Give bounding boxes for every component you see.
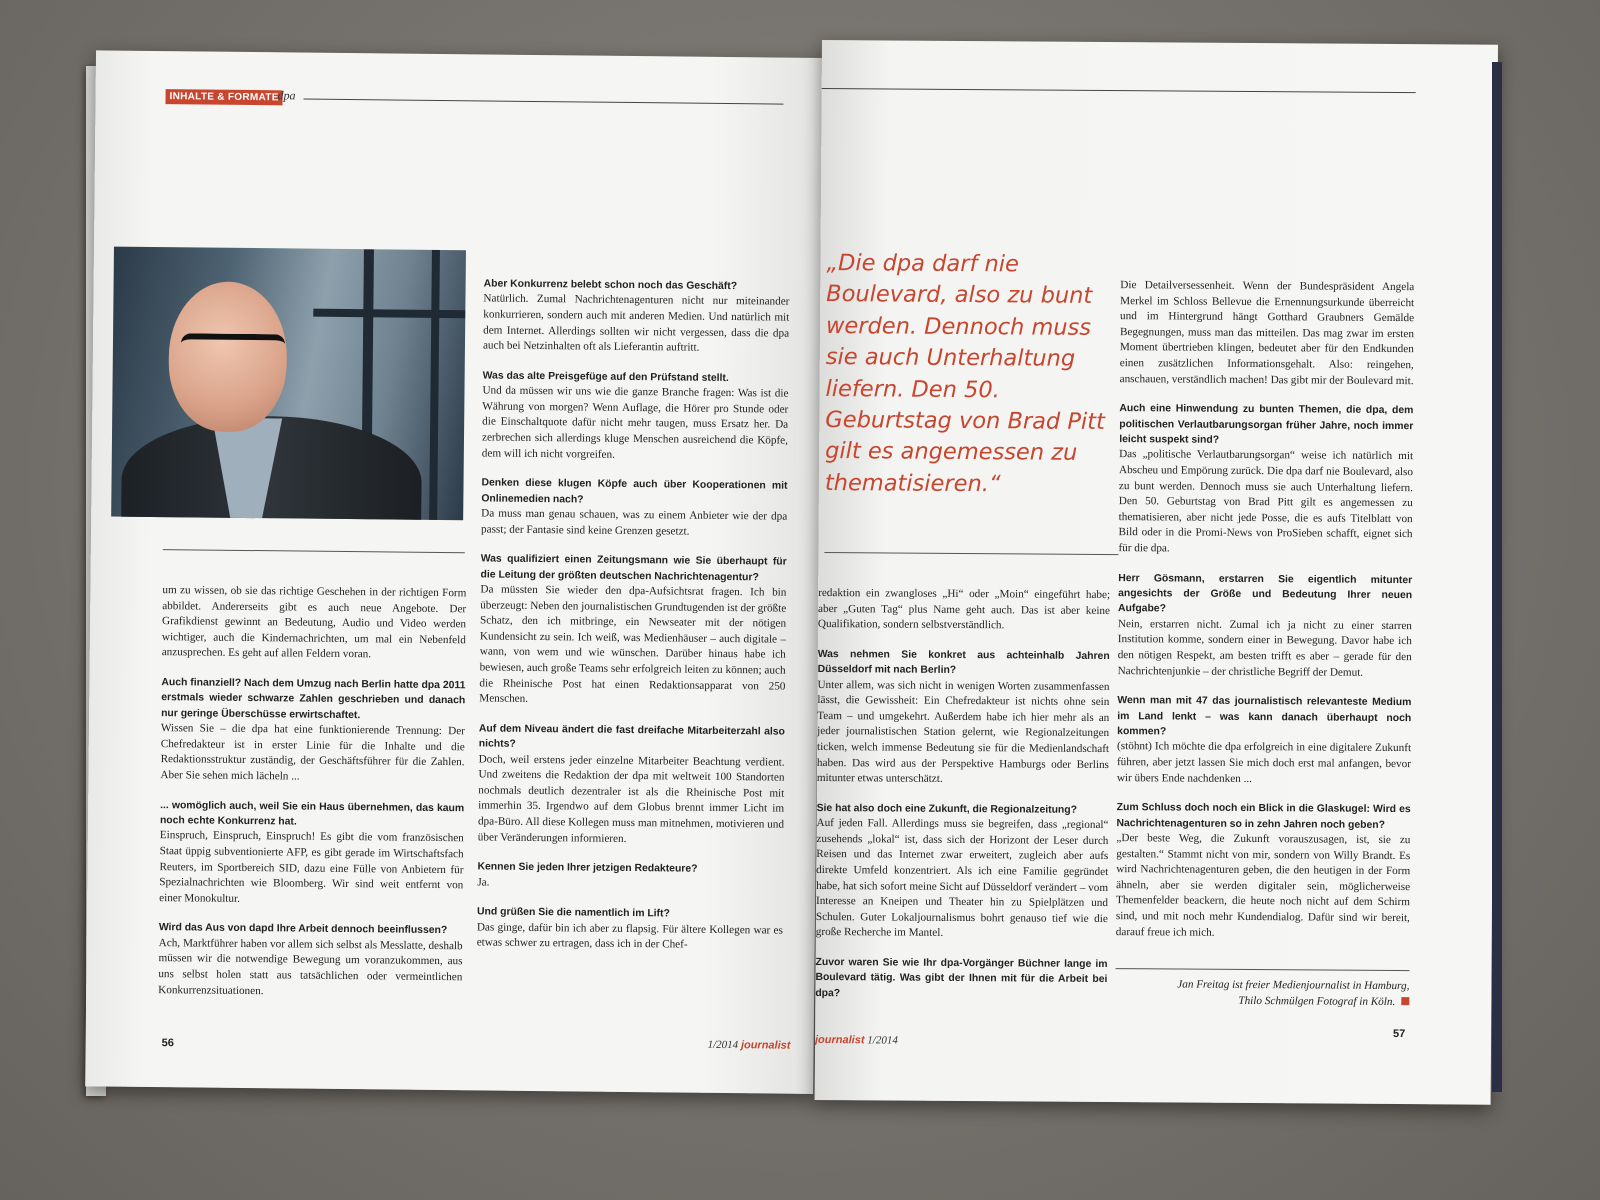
interview-question: Auch eine Hinwendung zu bunten Themen, die dpa, dem politischen Verlautbarungsorgan früher Jahre, noch immer leicht suspekt sind? [1119,403,1414,446]
column-rule [824,552,1118,555]
interview-question: Auf dem Niveau ändert die fast dreifache Mitarbeiterzahl also nichts? [478,723,785,750]
interview-question: Zum Schluss doch noch ein Blick in die Glaskugel: Wird es Nachrichtenagenturen so in zehn Jahren noch geben? [1116,802,1411,831]
portrait-photo [111,247,466,521]
end-mark-icon [1401,997,1409,1005]
left-page [85,50,824,1094]
interview-answer: Nein, erstarren nicht. Zumal ich ja nicht zu einer starren Institution komme, sondern einer in Bewegung. Davor habe ich den nötigen Respekt, am besten trifft es aber – gerade für den Nachrichtenjunkie – der christliche Begriff der Demut. [1117,617,1412,679]
interview-question: ... womöglich auch, weil Sie ein Haus übernehmen, das kaum noch echte Konkurrenz hat. [159,799,465,828]
interview-answer: Unter allem, was sich nicht in wenigen Worten zusammenfassen lässt, die Gewissheit: Ein Chefredakteur ist nichts ohne sein Team – und umgekehrt. Außerdem habe ich hier mehr als an jeder journalistischen Station gelernt, wie Regionalzeitungen ticken, welch immense Bedeutung sie für die Medienlandschaft haben. Das wird aus der Perspektive Hamburgs oder Berlins mitunter etwas unterschätzt. [816,678,1110,786]
interview-question: Auch finanziell? Nach dem Umzug nach Berlin hatte dpa 2011 erstmals wieder schwarze Zahlen geschrieben und danach nur geringe Überschüsse erwirtschaftet. [161,677,466,721]
interview-answer: um zu wissen, ob sie das richtige Geschehen in der richtigen Form abbildet. Andererseits gibt es auch neue Angebote. Der Grafikdienst gewinnt an Bedeutung, Audio und Video werden wichtiger, auch die Kindernachrichten, um mal ein Nebenfeld anzusprechen. Es geht auf allen Feldern voran. [161,584,467,661]
interview-question: Denken diese klugen Köpfe auch über Kooperationen mit Onlinemedien nach? [481,477,788,506]
right-page [815,40,1498,1105]
interview-answer: Und da müssen wir uns wie die ganze Branche fragen: Was ist die Währung von morgen? Wenn Auflage, die Hörer pro Stunde oder die Einschaltquote dafür nicht mehr taugen, muss Ersatz her. Da zerbrechen sich allerdings kluge Menschen ausreichend die Köpfe, dem will ich nicht vorgreifen. [481,384,789,461]
interview-answer: „Der beste Weg, die Zukunft vorauszusagen, ist, sie zu gestalten.“ Stammt nicht von mir, sondern von Willy Brandt. Es wird Nachrichtenagenturen geben, die den heutigen in der Form ähneln, aber sie werden digitaler sein, möglicherweise Themenfelder beackern, die heute noch nicht auf dem Schirm sind, und mit noch mehr Kundendialog. Dafür sind wir bereit, darauf freue ich mich. [1115,832,1411,939]
interview-answer: Die Detailversessenheit. Wenn der Bundespräsident Angela Merkel im Schloss Bellevue die Ernennungsurkunde überreicht und im Hintergrund hängt Gotthard Graubners Gemälde Begegnungen, muss man das mitteilen. Das mag zwar im ersten Moment übertrieben klingen, bedeutet aber für den Endkunden einen zusätzlichen Informationsgehalt. Also: reingehen, anschauen, verständlich machen! Das gibt mir der Boulevard mit. [1119,279,1415,387]
interview-answer: Da müssten Sie wieder den dpa-Aufsichtsrat fragen. Ich bin überzeugt: Neben den journalistischen Grundtugenden ist der größte Schatz, den ich mitbringe, ein Newseater mit der nötigen Kundensicht zu sein. Ich weiß, was Medienhäuser – auch digitale – wann, von wem und wie wünschen. Darüber hinaus habe ich bewiesen, auch große Teams sehr erfolgreich leiten zu können; auch die Rheinische Post hat einen Redaktionsapparat von 250 Menschen. [479,583,787,706]
column-rule [163,549,465,553]
credit-line-1: Jan Freitag ist freier Medienjournalist in Hamburg, [1177,978,1410,993]
interview-question: Zuvor waren Sie wie Ihr dpa-Vorgänger Büchner lange im Boulevard tätig. Was gibt der Ihnen mit für die Arbeit bei dpa? [815,956,1108,999]
issue-number: 1/2014 [707,1038,739,1052]
article-column-1 [158,583,466,1001]
interview-question: Was qualifiziert einen Zeitungsmann wie Sie überhaupt für die Leitung der größten deutschen Nachrichtenagentur? [480,553,787,583]
interview-question: Herr Gösmann, erstarren Sie eigentlich mitunter angesichts der Größe und Bedeutung Ihrer neuen Aufgabe? [1117,572,1413,615]
article-column-4 [1116,278,1415,942]
interview-answer: Natürlich. Zumal Nachrichtenagenturen nicht nur miteinander konkurrieren, sondern auch mit anderen Medien. Und natürlich mit dem Internet. Allerdings sollten wir nicht vergessen, dass die dpa auch bei Netzinhalten oft als Lieferantin auftritt. [482,292,790,354]
issue-footer [708,1039,791,1052]
credit-line-2: Thilo Schmülgen Fotograf in Köln. [1238,994,1396,1009]
interview-answer: Wissen Sie – die dpa hat eine funktionierende Trennung: Der Chefredakteur ist in erster Linie für die Inhalte und die Redaktionsstruktur zuständig, der Geschäftsführer für die Zahlen. Aber Sie sehen mich lächeln ... [160,722,465,783]
author-credit [1115,976,1409,1010]
article-column-3 [815,586,1110,1003]
interview-answer: Doch, weil erstens jeder einzelne Mitarbeiter Beachtung verdient. Und zweitens die Redaktion der dpa mit weltweit 100 Standorten nochmals deutlich dezentraler ist als die Rheinische Post mit immerhin 35. Irgendwo auf dem Globus brennt immer Licht im dpa-Büro. All diese Kollegen muss man mitnehmen, motivieren und über Veränderungen informieren. [477,752,785,845]
interview-question: Wird das Aus von dapd Ihre Arbeit dennoch beeinflussen? [158,922,448,937]
page-number: 57 [1393,1028,1406,1041]
pull-quote: „Die dpa darf nie Boulevard, also zu bunt werden. Dennoch muss sie auch Unterhaltung liefern. Den 50. Geburtstag von Brad Pitt gilt es angemessen zu thematisieren.“ [824,250,1105,498]
magazine-brand: journalist [814,1033,865,1047]
interview-question: Sie hat also doch eine Zukunft, die Regionalzeitung? [816,802,1078,816]
interview-answer: Da muss man genau schauen, was zu einem Anbieter wie der dpa passt; der Fantasie sind keine Grenzen gesetzt. [480,507,788,538]
article-column-2 [477,276,790,954]
interview-answer: Auf jeden Fall. Allerdings muss sie begreifen, dass „regional“ zusehends „lokal“ ist, dass sich der Horizont der Leser durch Reisen und das Internet zwar erweitert, zugleich aber aufs direkte Umfeld konzentriert. Als ich eine Familie gegründet habe, hat sich sofort meine Sicht auf Düsseldorf verändert – vom Interesse an Kneipen und Theater hin zu Spielplätzen und Schulen. Guter Lokaljournalismus bohrt genauso tief wie die große Recherche im Mantel. [815,817,1109,940]
interview-answer: (stöhnt) Ich möchte die dpa erfolgreich in eine digitalere Zukunft führen, aber jetzt lassen Sie mich doch erst mal anfangen, bevor wir übers Ende nachdenken ... [1116,740,1412,785]
interview-answer: Ja. [477,875,490,889]
interview-answer: Das „politische Verlautbarungsorgan“ weise ich natürlich mit Abscheu und Empörung zurück. Die dpa darf nie Boulevard, also zu bunt werden. Dennoch muss sie auch Unterhaltung liefern. Den 50. Geburtstag von Brad Pitt gilt es angemessen zu thematisieren, aber nicht jede Posse, die es aufs Titelblatt von Bild oder in die Promi-News von ProSieben schafft, eignet sich für die dpa. [1118,448,1414,555]
interview-question: Aber Konkurrenz belebt schon noch das Geschäft? [483,278,738,293]
interview-question: Wenn man mit 47 das journalistisch relevanteste Medium im Land lenkt – was kann danach überhaupt noch kommen? [1117,695,1412,738]
interview-answer: Das ginge, dafür bin ich aber zu flapsig. Für ältere Kollegen war es etwas schwer zu ertragen, dass ich in der Chef- [476,920,783,951]
interview-question: Was nehmen Sie konkret aus achteinhalb Jahren Düsseldorf mit nach Berlin? [817,648,1110,677]
rubric-subtitle: dpa [277,88,296,103]
interview-answer: redaktion ein zwangloses „Hi“ oder „Moin“ eingeführt habe; aber „Guten Tag“ plus Name geht auch. Das ist aber keine Qualifikation, sondern selbstverständlich. [817,586,1111,632]
interview-question: Und grüßen Sie die namentlich im Lift? [476,906,670,920]
issue-footer [815,1034,898,1047]
header-rule [822,88,1416,93]
interview-question: Was das alte Preisgefüge auf den Prüfstand stellt. [482,370,729,384]
issue-number: 1/2014 [867,1034,898,1047]
interview-answer: Einspruch, Einspruch, Einspruch! Es gibt die vom französischen Staat üppig subventionierte AFP, es gibt gerade im Wirtschaftsfach Reuters, im Sportbereich SID, dazu eine Fülle von Anbietern für Spezialnachrichten wie Bloomberg. Wir sind weit entfernt von einer Monokultur. [159,829,464,905]
interview-answer: Ach, Marktführer haben vor allem sich selbst als Messlatte, deshalb müssen wir die notwendige Bewegung um voranzukommen, aus uns selbst holen statt aus tatsächlichen oder vermeintlichen Konkurrenzsituationen. [158,936,463,997]
rubric-label: INHALTE & FORMATE [165,89,282,105]
credit-rule [1116,968,1410,971]
header-rule [304,99,784,105]
magazine-spine [1492,62,1502,1092]
page-number: 56 [161,1037,174,1050]
interview-question: Kennen Sie jeden Ihrer jetzigen Redakteure? [477,861,698,875]
magazine-brand: journalist [740,1039,791,1052]
